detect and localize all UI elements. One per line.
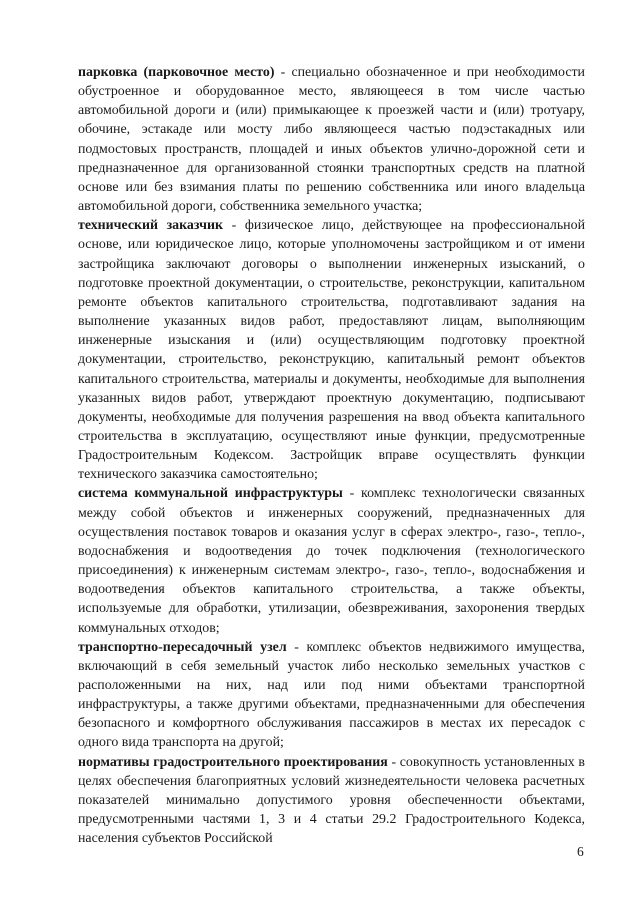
term-parking: парковка (парковочное место) bbox=[78, 65, 275, 80]
definition-technical-customer bbox=[78, 216, 585, 484]
definition-parking bbox=[78, 63, 585, 216]
page-number: 6 bbox=[577, 844, 584, 859]
definition-text-parking: - специально обозначенное и при необходимости обустроенное и оборудованное место, являющееся в том числе частью автомобильной дороги и (или) примыкающее к проезжей части и (или) тротуару, обочине, эстакаде или мосту либо являющееся частью подэстакадных или подмостовых пространств, площадей и иных объектов улично-дорожной сети и предназначенное для организованной стоянки транспортных средств на платной основе или без взимания платы по решению собственника или иного владельца автомобильной дороги, собственника земельного участка; bbox=[78, 65, 585, 215]
definition-planning-standards bbox=[78, 753, 585, 849]
term-utility-system: система коммунальной инфраструктуры bbox=[78, 486, 343, 502]
definition-text-planning-standards: - совокупность установленных в целях обеспечения благоприятных условий жизнедеятельности человека расчетных показателей минимально допустимого уровня обеспеченности объектами, предусмотренными частями 1, 3 и 4 статьи 29.2 Градостроительного Кодекса, населения субъектов Российской bbox=[78, 754, 585, 847]
term-transport-hub: транспортно-пересадочный узел bbox=[78, 639, 287, 655]
definition-transport-hub bbox=[78, 638, 585, 753]
term-technical-customer: технический заказчик bbox=[78, 218, 224, 234]
document-body bbox=[78, 63, 585, 848]
definition-text-utility-system: - комплекс технологически связанных между собой объектов и инженерных сооружений, предназначенных для осуществления поставок товаров и оказания услуг в сферах электро-, газо-, тепло-, водоснабжения и водоотведения до точек подключения (технологического присоединения) к инженерным системам электро-, газо-, тепло-, водоснабжения и водоотведения объектов капитального строительства, а также объекты, используемые для обработки, утилизации, обезвреживания, захоронения твердых коммунальных отходов; bbox=[78, 486, 585, 636]
term-planning-standards: нормативы градостроительного проектирования bbox=[78, 754, 388, 770]
definition-text-technical-customer: - физическое лицо, действующее на профессиональной основе, или юридическое лицо, которые уполномочены застройщиком и от имени застройщика заключают договоры о выполнении инженерных изысканий, о подготовке проектной документации, о строительстве, реконструкции, капитальном ремонте объектов капитального строительства, подготавливают задания на выполнение указанных видов работ, предоставляют лицам, выполняющим инженерные изыскания и (или) осуществляющим подготовку проектной документации, строительство, реконструкцию, капитальный ремонт объектов капитального строительства, материалы и документы, необходимые для выполнения указанных видов работ, утверждают проектную документацию, подписывают документы, необходимые для получения разрешения на ввод объекта капитального строительства в эксплуатацию, осуществляют иные функции, предусмотренные Градостроительным Кодексом. Застройщик вправе осуществлять функции технического заказчика самостоятельно; bbox=[78, 218, 585, 483]
definition-utility-system bbox=[78, 484, 585, 637]
definition-text-transport-hub: - комплекс объектов недвижимого имущества, включающий в себя земельный участок либо несколько земельных участков с расположенными на них, над или под ними объектами транспортной инфраструктуры, а также другими объектами, предназначенными для обеспечения безопасного и комфортного обслуживания пассажиров в местах их пересадок с одного вида транспорта на другой; bbox=[78, 639, 585, 751]
